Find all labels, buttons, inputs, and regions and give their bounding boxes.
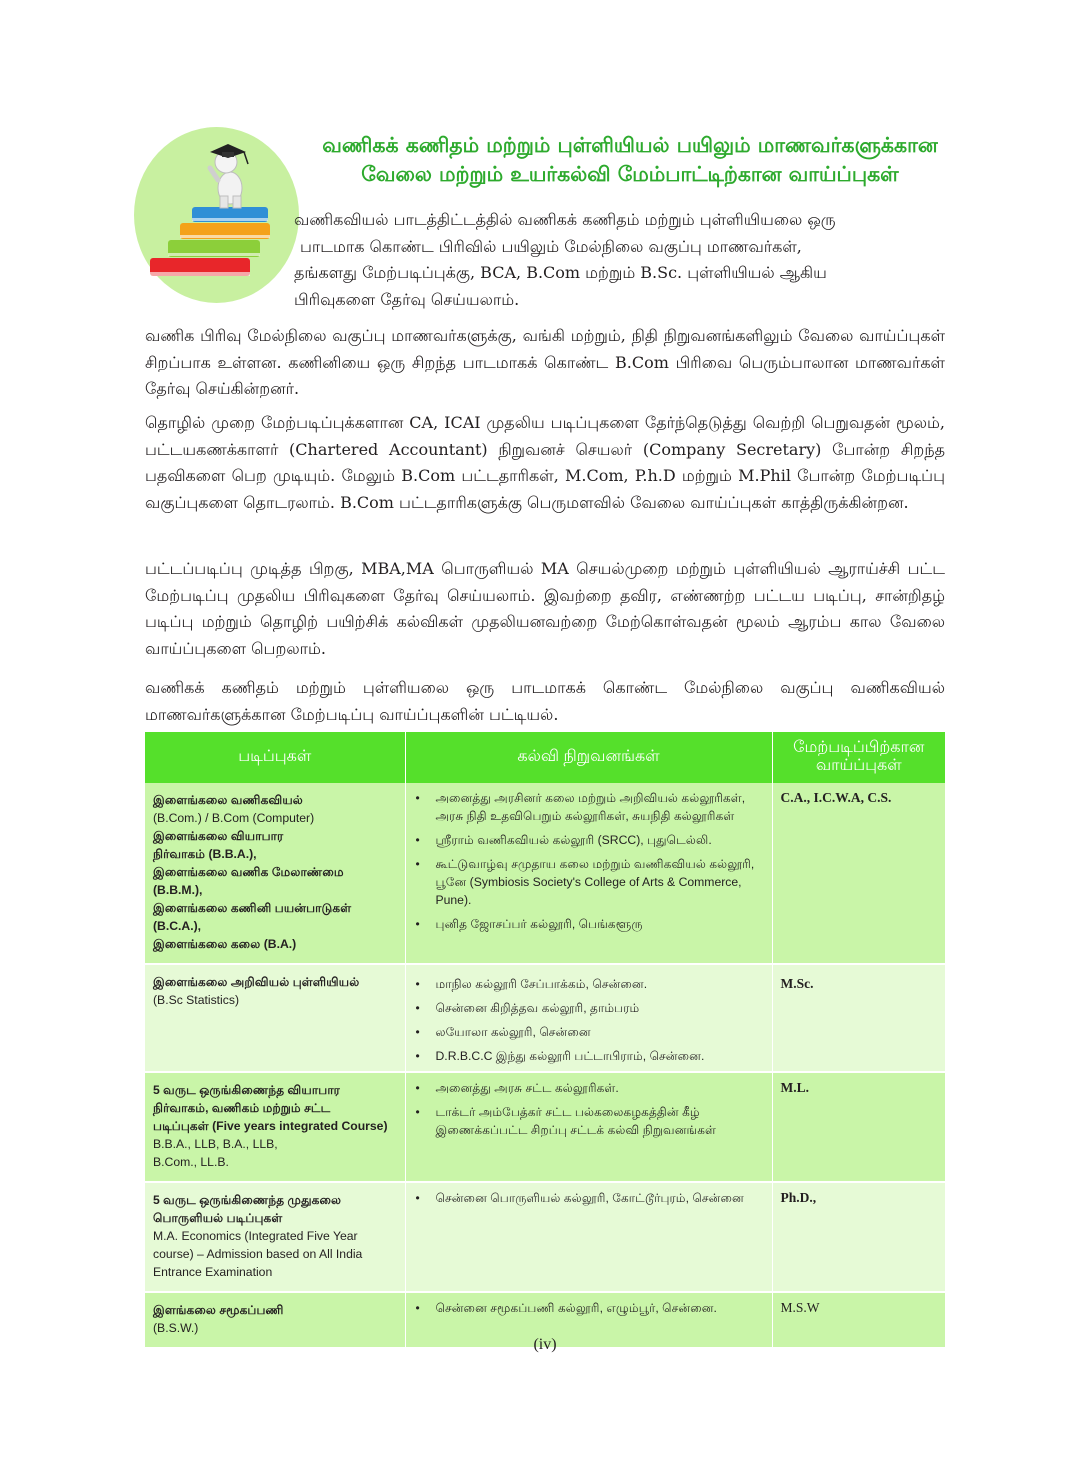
course-line: இளைங்கலை வியாபார <box>153 829 284 843</box>
page-title <box>300 131 960 189</box>
table-header-row <box>145 732 945 783</box>
table-row <box>145 1072 945 1182</box>
course-line: course) – Admission based on All India <box>153 1247 363 1261</box>
list-item: • கூட்டுவாழ்வு சமுதாய கலை மற்றும் வணிகவியல் கல்லூரி, பூனே (Symbiosis Society's College of Arts & Commerce, Pune). <box>412 855 768 909</box>
course-line: M.A. Economics (Integrated Five Year <box>153 1229 358 1243</box>
institutions-cell <box>405 1072 772 1182</box>
course-line: இளைங்கலை கலை (B.A.) <box>153 937 297 951</box>
opportunities-cell: M.Sc. <box>772 964 945 1072</box>
list-item: • புனித ஜோசப்பர் கல்லூரி, பெங்களூரு <box>412 915 768 933</box>
paragraph-professional-courses: தொழில் முறை மேற்படிப்புக்களான CA, ICAI முதலிய படிப்புகளை தேர்ந்தெடுத்து வெற்றி பெறுவதன் மூலம், பட்டயகணக்காளர் (Chartered Accountant) நிறுவனச் செயலர் (Company Secretary) போன்ற சிறந்த பதவிகளை பெற முடியும். மேலும் B.Com பட்டதாரிகள், M.Com, P.h.D மற்றும் M.Phil போன்ற மேற்படிப்பு வகுப்புகளை தொடரலாம். B.Com பட்டதாரிகளுக்கு பெருமளவில் வேலை வாய்ப்புகள் காத்திருக்கின்றன. <box>145 413 945 512</box>
title-line-2: வேலை மற்றும் உயர்கல்வி மேம்பாட்டிற்கான வாய்ப்புகள் <box>361 162 899 186</box>
course-line: (B.S.W.) <box>153 1321 199 1335</box>
page-number: (iv) <box>533 1336 557 1353</box>
course-line: B.Com., LL.B. <box>153 1155 229 1169</box>
course-line: 5 வருட ஒருங்கிணைந்த வியாபார <box>153 1083 340 1097</box>
list-item: • அனைத்து அரசு சட்ட கல்லூரிகள். <box>412 1079 768 1097</box>
course-line: 5 வருட ஒருங்கிணைந்த முதுகலை <box>153 1193 342 1207</box>
paragraph-postgraduate: பட்டப்படிப்பு முடித்த பிறகு, MBA,MA பொருளியல் MA செயல்முறை மற்றும் புள்ளியியல் ஆராய்ச்சி பட்ட மேற்படிப்பு முதலிய பிரிவுகளை தேர்வு செய்யலாம். இவற்றை தவிர, எண்ணற்ற பட்டய படிப்பு, சான்றிதழ் படிப்பு மற்றும் தொழிற் பயிற்சிக் கல்விகள் முதலியனவற்றை மேற்கொள்வதன் மூலம் ஆரம்ப கால வேலை வாய்ப்புகளை பெறலாம். <box>145 559 945 658</box>
intro-line: தங்களது மேற்படிப்புக்கு, BCA, B.Com மற்றும் B.Sc. புள்ளியியல் ஆகிய <box>294 263 827 282</box>
institutions-cell <box>405 964 772 1072</box>
intro-line: வணிகவியல் பாடத்திட்டத்தில் வணிகக் கணிதம் மற்றும் புள்ளியியலை ஒரு <box>294 210 836 229</box>
course-cell <box>145 964 405 1072</box>
course-line: இளைங்கலை வணிகவியல் <box>153 793 303 807</box>
intro-line: பாடமாக கொண்ட பிரிவில் பயிலும் மேல்நிலை வகுப்பு மாணவர்கள், <box>300 236 802 256</box>
table-row <box>145 964 945 1072</box>
course-line: இளைங்கலை கணினி பயன்பாடுகள் <box>153 901 352 915</box>
list-item: • சென்னை பொருளியல் கல்லூரி, கோட்டூர்புரம், சென்னை <box>412 1189 768 1207</box>
list-item: • D.R.B.C.C இந்து கல்லூரி பட்டாபிராம், சென்னை. <box>412 1047 768 1065</box>
list-item: • அனைத்து அரசினர் கலை மற்றும் அறிவியல் கல்லூரிகள், அரசு நிதி உதவிபெறும் கல்லூரிகள், சுயநிதி கல்லூரிகள் <box>412 789 768 825</box>
opportunities-cell: Ph.D., <box>772 1182 945 1292</box>
list-item: • லயோலா கல்லூரி, சென்னை <box>412 1023 768 1041</box>
course-line: B.B.A., LLB, B.A., LLB, <box>153 1137 278 1151</box>
opportunities-cell: M.S.W <box>772 1292 945 1348</box>
course-line: (B.Com.) / B.Com (Computer) <box>153 811 315 825</box>
list-item: • சென்னை சமூகப்பணி கல்லூரி, எழும்பூர், சென்னை. <box>412 1299 768 1317</box>
course-cell <box>145 1072 405 1182</box>
list-item: • சென்னை கிறித்தவ கல்லூரி, தாம்பரம் <box>412 999 768 1017</box>
course-line: நிர்வாகம் (B.B.A.), <box>153 847 257 861</box>
course-line: (B.C.A.), <box>153 919 202 933</box>
list-item: • டாக்டர் அம்பேத்கர் சட்ட பல்கலைகழகத்தின் கீழ் இணைக்கப்பட்ட சிறப்பு சட்டக் கல்வி நிறுவனங்கள் <box>412 1103 768 1139</box>
intro-line: பிரிவுகளை தேர்வு செய்யலாம். <box>294 289 520 309</box>
institutions-cell <box>405 1182 772 1292</box>
course-line: (B.Sc Statistics) <box>153 993 240 1007</box>
course-line: இளைங்கலை அறிவியல் புள்ளியியல் <box>153 975 360 989</box>
title-line-1: வணிகக் கணிதம் மற்றும் புள்ளியியல் பயிலும் மாணவர்களுக்கான <box>322 133 938 157</box>
course-line: (B.B.M.), <box>153 883 203 897</box>
paragraph-commerce-jobs: வணிக பிரிவு மேல்நிலை வகுப்பு மாணவர்களுக்கு, வங்கி மற்றும், நிதி நிறுவனங்களிலும் வேலை வாய்ப்புகள் சிறப்பாக உள்ளன. கணினியை ஒரு சிறந்த பாடமாகக் கொண்ட B.Com பிரிவை பெரும்பாலான மாணவர்கள் தேர்வு செய்கின்றனர். <box>145 326 945 398</box>
paragraph-table-intro: வணிகக் கணிதம் மற்றும் புள்ளியலை ஒரு பாடமாகக் கொண்ட மேல்நிலை வகுப்பு வணிகவியல் மாணவர்களுக்கான மேற்படிப்பு வாய்ப்புகளின் பட்டியல். <box>145 678 945 724</box>
table-row <box>145 783 945 964</box>
course-line: நிர்வாகம், வணிகம் மற்றும் சட்ட <box>153 1101 331 1115</box>
course-line: Entrance Examination <box>153 1265 273 1279</box>
institutions-cell <box>405 783 772 964</box>
course-cell <box>145 1182 405 1292</box>
graduate-on-books-illustration <box>140 130 290 290</box>
course-cell <box>145 783 405 964</box>
intro-paragraph <box>294 207 944 313</box>
course-line: இளங்கலை சமூகப்பணி <box>153 1303 284 1317</box>
opportunities-cell: M.L. <box>772 1072 945 1182</box>
header-courses: படிப்புகள் <box>145 732 405 783</box>
opportunities-cell: C.A., I.C.W.A, C.S. <box>772 783 945 964</box>
course-line: பொருளியல் படிப்புகள் <box>153 1211 283 1225</box>
course-line: இளைங்கலை வணிக மேலாண்மை <box>153 865 344 879</box>
list-item: • ஸ்ரீராம் வணிகவியல் கல்லூரி (SRCC), புதுடெல்லி. <box>412 831 768 849</box>
header-institutions: கல்வி நிறுவனங்கள் <box>405 732 772 783</box>
table-row <box>145 1182 945 1292</box>
header-opportunities: மேற்படிப்பிற்கான வாய்ப்புகள் <box>772 732 945 783</box>
course-line: படிப்புகள் (Five years integrated Course) <box>153 1119 388 1133</box>
list-item: • மாநில கல்லூரி சேப்பாக்கம், சென்னை. <box>412 975 768 993</box>
courses-table <box>145 732 945 1349</box>
